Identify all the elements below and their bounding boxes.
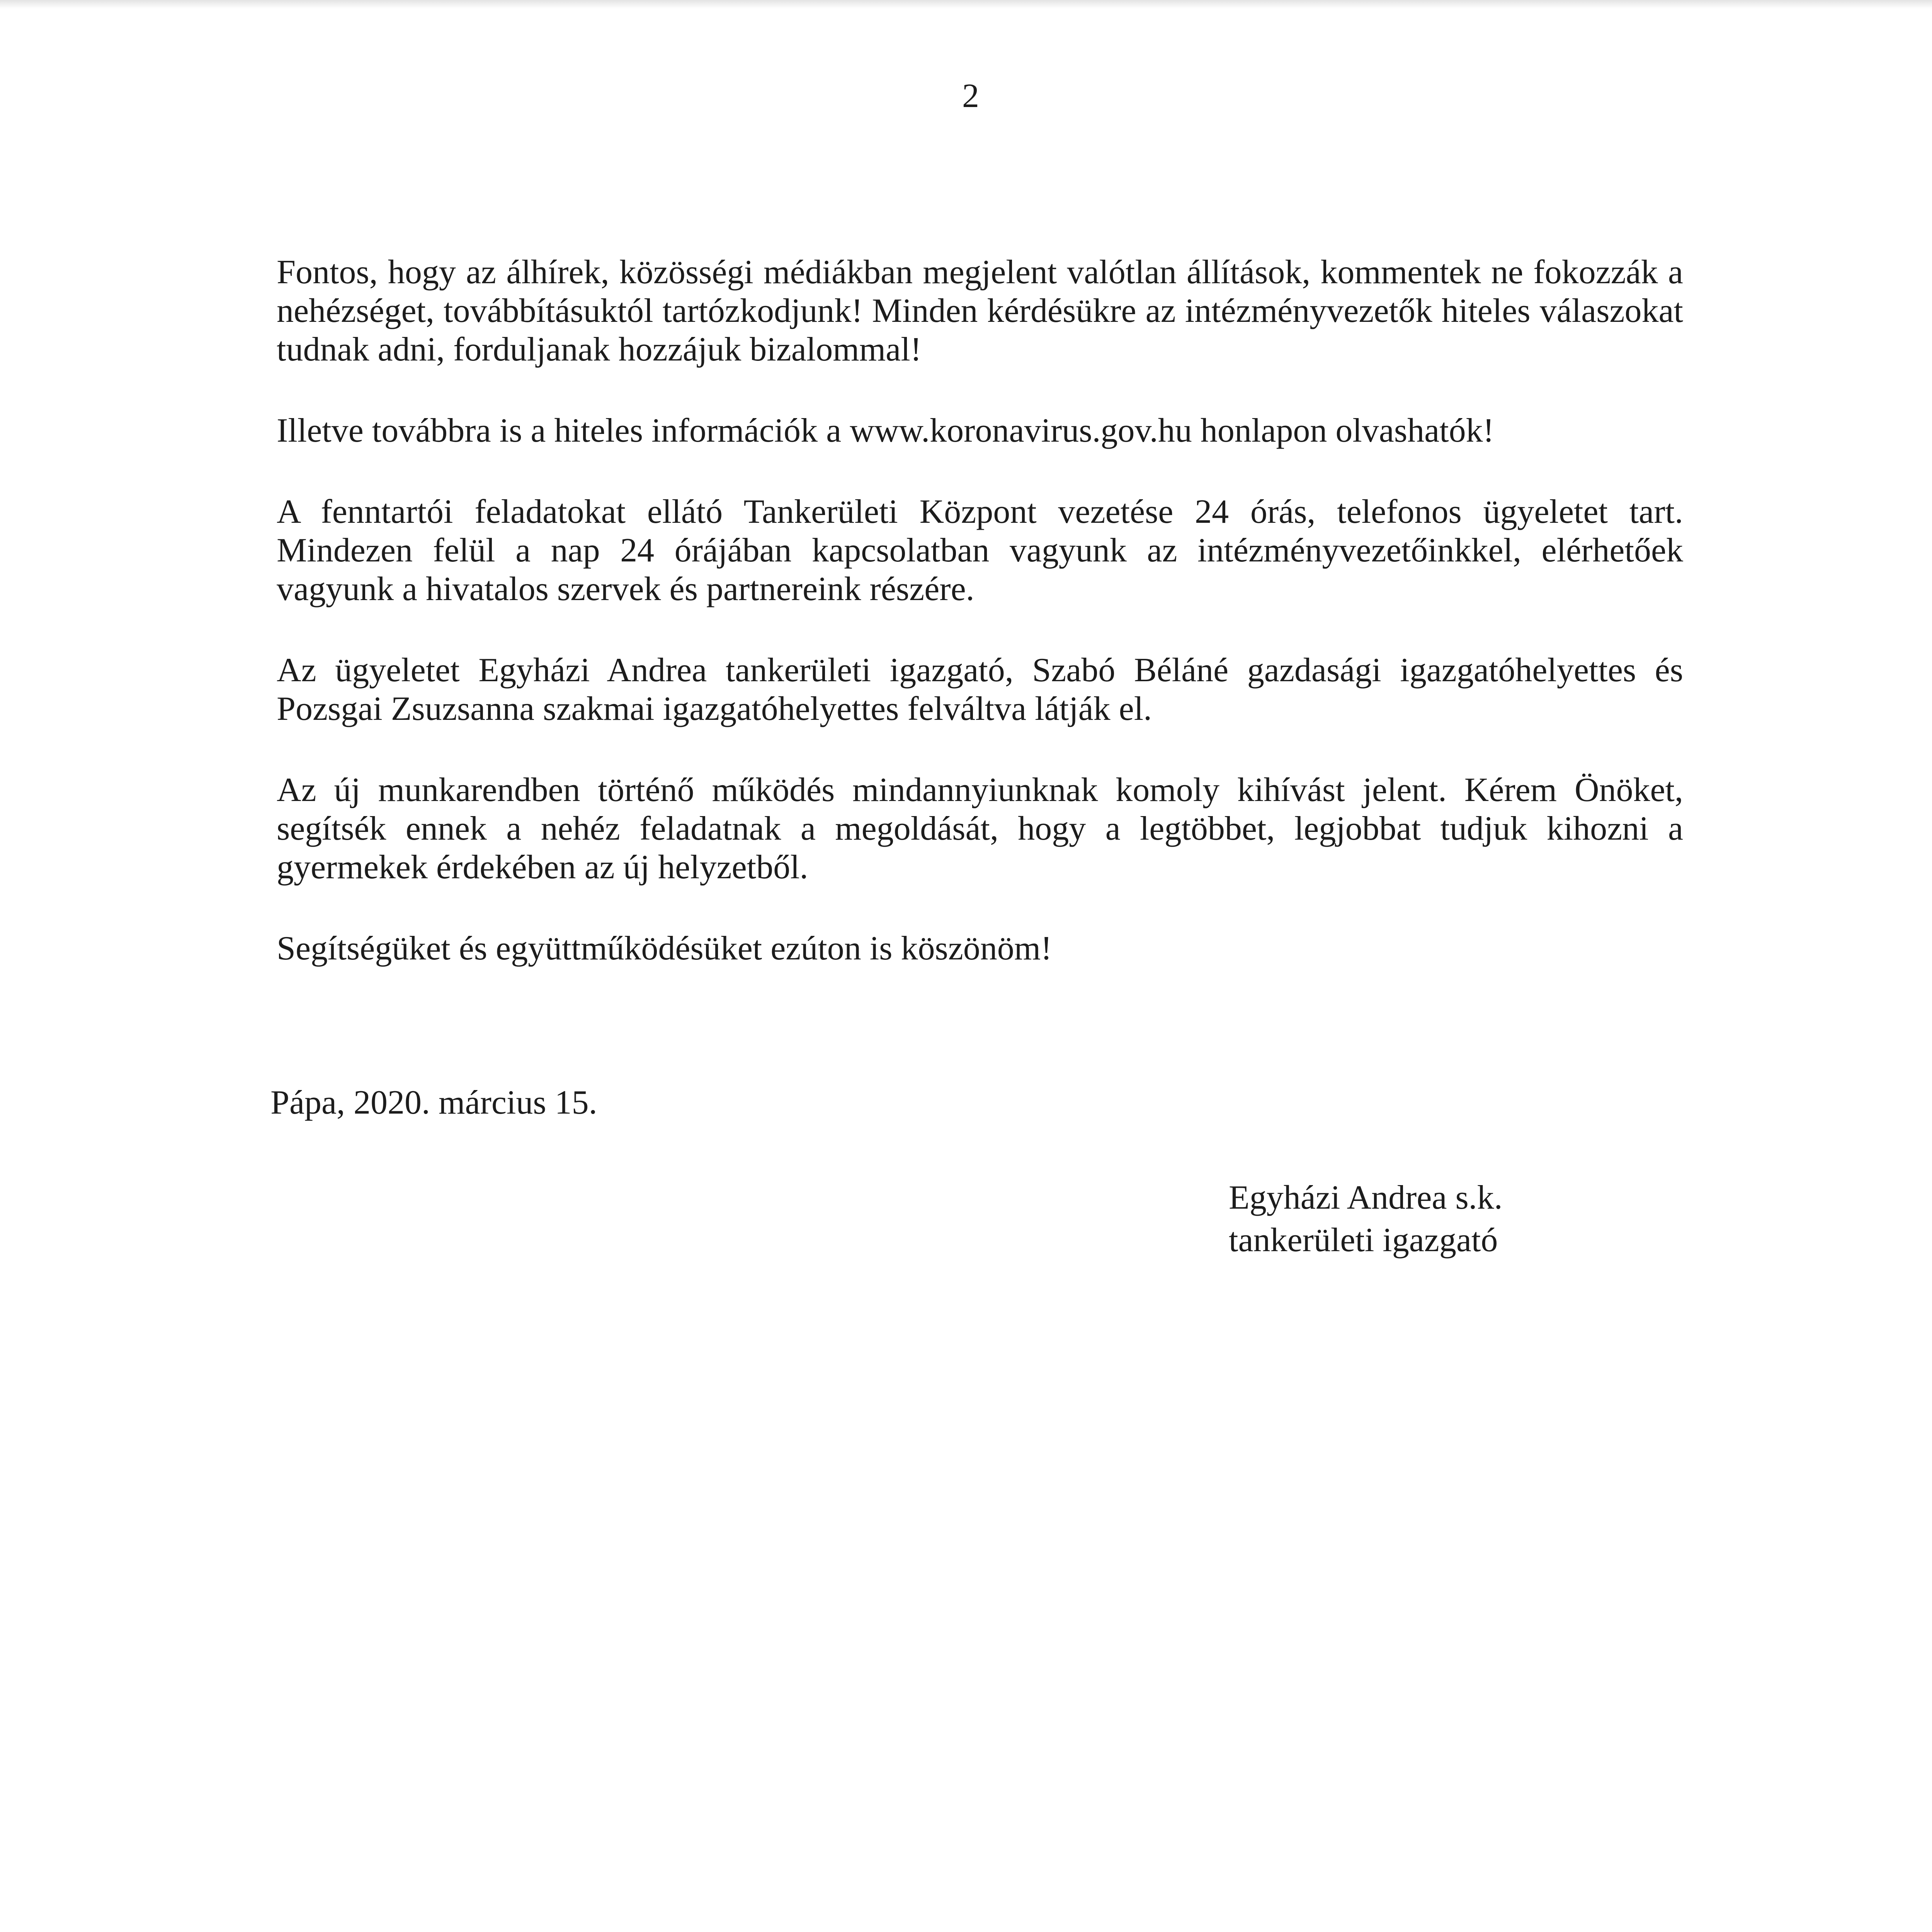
page-number: 2 bbox=[962, 77, 979, 115]
paragraph-duty-staff: Az ügyeletet Egyházi Andrea tankerületi igazgató, Szabó Béláné gazdasági igazgatóhelyettes és Pozsgai Zsuzsanna szakmai igazgatóhelyettes felváltva látják el. bbox=[277, 651, 1683, 728]
paragraph-official-info: Illetve továbbra is a hiteles információk a www.koronavirus.gov.hu honlapon olvashatók! bbox=[277, 412, 1494, 449]
letter-body bbox=[277, 253, 1683, 1003]
scan-edge-shadow bbox=[0, 0, 1932, 9]
signatory-title: tankerületi igazgató bbox=[1229, 1221, 1498, 1259]
signatory-name: Egyházi Andrea s.k. bbox=[1229, 1179, 1503, 1216]
paragraph-thanks: Segítségüket és együttműködésüket ezúton is köszönöm! bbox=[277, 930, 1052, 967]
paragraph-duty-service: A fenntartói feladatokat ellátó Tankerületi Központ vezetése 24 órás, telefonos ügyeletet tart. Mindezen felül a nap 24 órájában kapcsolatban vagyunk az intézményvezetőinkkel, elérhetőek vagyunk a hivatalos szervek és partnereink részére. bbox=[277, 493, 1683, 608]
place-date: Pápa, 2020. március 15. bbox=[270, 1084, 597, 1121]
signature-block bbox=[1229, 1177, 1503, 1262]
paragraph-fake-news: Fontos, hogy az álhírek, közösségi médiákban megjelent valótlan állítások, kommentek ne fokozzák a nehézséget, továbbításuktól tartózkodjunk! Minden kérdésükre az intézményvezetők hiteles válaszokat tudnak adni, forduljanak hozzájuk bizalommal! bbox=[277, 253, 1683, 368]
paragraph-new-schedule: Az új munkarendben történő működés mindannyiunknak komoly kihívást jelent. Kérem Önöket, segítsék ennek a nehéz feladatnak a megoldását, hogy a legtöbbet, legjobbat tudjuk kihozni a gyermekek érdekében az új helyzetből. bbox=[277, 771, 1683, 886]
